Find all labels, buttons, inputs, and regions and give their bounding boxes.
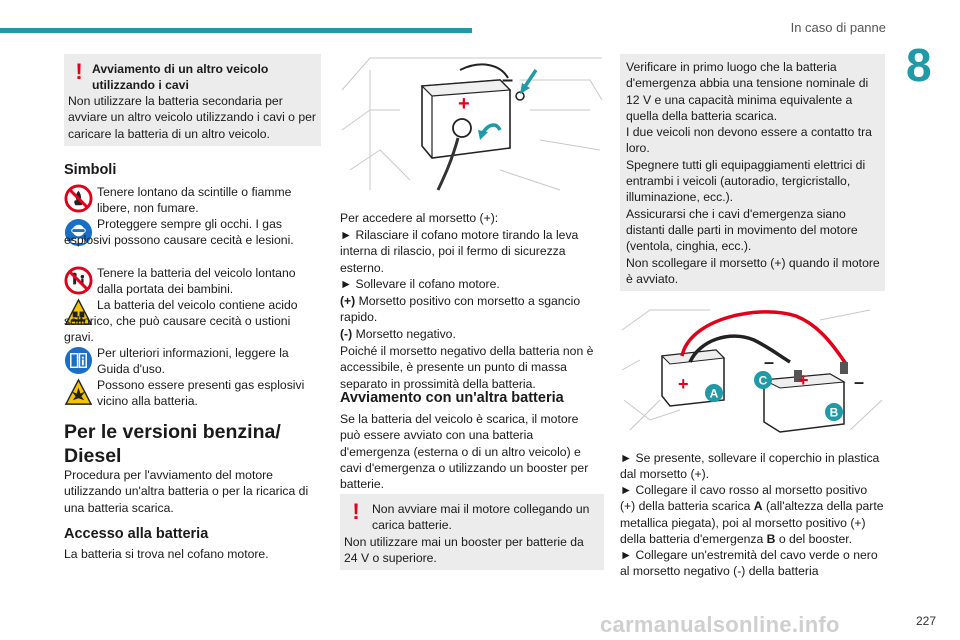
chapter-number: 8 [906, 39, 932, 91]
fig2-minus-c: – [764, 352, 775, 372]
jump-step-2-part-3: o del booster. [775, 531, 853, 546]
charger-warning-line-1: Non avviare mai il motore collegando un carica batterie. [372, 502, 590, 533]
jump-step-2 [620, 482, 885, 547]
fig1-minus-label: – [502, 69, 514, 91]
symbols-heading: Simboli [64, 162, 117, 178]
battery-access-text: La batteria si trova nel cofano motore. [64, 547, 269, 561]
access-step-1: ► Rilasciare il cofano motore tirando la leva interna di rilascio, poi il fermo di sicurezza esterno. [340, 228, 579, 275]
fig2-plus-b: + [798, 370, 809, 390]
jump-step-2-part-1: ► Collegare il cavo rosso al morsetto positivo (+) della batteria scarica [620, 483, 868, 514]
plus-terminal-desc [340, 293, 600, 326]
charger-warning-line-2: Non utilizzare mai un booster per batterie da 24 V o superiore. [344, 535, 584, 566]
symbol-text-children: Tenere la batteria del veicolo lontano dalla portata dei bambini. [97, 266, 296, 296]
warning-box-charger [340, 494, 604, 570]
minus-terminal-label: (-) [340, 327, 353, 341]
safety-check-text: Verificare in primo luogo che la batteria d'emergenza abbia una tensione nominale di 12 V e una capacità minima equivalente a quella della batteria scarica. I due veicoli non devono essere a contatto tra loro. Spegnere tutti gli equipaggiamenti elettrici di entrambi i veicoli (autoradio, tergicristallo, illuminazione, ecc.). Assicurarsi che i cavi d'emergenza siano distanti dalle parti in movimento del motore (ventola, cinghia, ecc.). Non scollegare il morsetto (+) quando il motore è avviato. [626, 60, 880, 286]
access-intro: Per accedere al morsetto (+): [340, 211, 499, 225]
plus-terminal-label: (+) [340, 294, 356, 308]
jump-step-2-part-2: (all'altezza della parte metallica piegata), poi al morsetto positivo (+) della batteria d'emergenza [620, 499, 884, 546]
another-battery-text: Se la batteria del veicolo è scarica, il motore può essere avviato con una batteria d'emergenza (esterna o di un altro veicolo) e cavi d'emergenza o utilizzando un booster per batterie. [340, 412, 589, 492]
jump-step-1: ► Se presente, sollevare il coperchio in plastica dal morsetto (+). [620, 451, 880, 482]
watermark: carmanualsonline.info [600, 612, 840, 637]
page-number: 227 [915, 614, 936, 628]
header-accent-bar [0, 28, 472, 33]
fig1-plus-label: + [458, 93, 470, 115]
read-manual-icon [64, 346, 93, 375]
warning-text: Non utilizzare la batteria secondaria per avviare un altro veicolo utilizzando i cavi o per caricare la batteria di un altro veicolo. [68, 94, 316, 141]
plus-terminal-text: Morsetto positivo con morsetto a sgancio rapido. [340, 294, 581, 325]
another-battery-heading: Avviamento con un'altra batteria [340, 390, 564, 406]
battery-a-ref: A [753, 499, 763, 514]
keep-children-away-icon [64, 266, 93, 295]
explosive-gas-icon [64, 378, 93, 407]
warning-box-second-battery [64, 54, 321, 146]
symbol-text-explosive: Possono essere presenti gas esplosivi vicino alla batteria. [97, 378, 305, 408]
battery-under-hood-figure [340, 50, 604, 196]
petrol-diesel-text: Procedura per l'avviamento del motore utilizzando un'altra batteria o per la ricarica di una batteria scarica. [64, 468, 309, 515]
jump-start-figure [620, 300, 885, 440]
petrol-diesel-heading: Per le versioni benzina/ Diesel [64, 421, 281, 467]
battery-b-ref: B [766, 531, 776, 546]
symbol-text-acid [64, 297, 321, 345]
ground-point-note: Poiché il morsetto negativo della batteria non è accessibile, è presente un punto di massa separato in prossimità della batteria. [340, 344, 594, 391]
symbol-text-acid-content: La batteria del veicolo contiene acido solforico, che può causare cecità o ustioni gravi. [64, 298, 298, 344]
section-title: In caso di panne [790, 20, 886, 35]
badge-a-label: A [709, 386, 719, 401]
minus-terminal-text: Morsetto negativo. [352, 327, 456, 341]
minus-terminal-desc [340, 326, 600, 342]
badge-b-label: B [829, 405, 839, 420]
badge-c-label: C [758, 373, 768, 388]
battery-access-heading: Accesso alla batteria [64, 526, 209, 542]
warning-icon: ! [75, 59, 83, 84]
jump-step-3: ► Collegare un'estremità del cavo verde o nero al morsetto negativo (-) della batteria [620, 548, 878, 579]
symbol-text-eyes-content: Proteggere sempre gli occhi. I gas esplosivi possono causare cecità e lesioni. [64, 217, 294, 247]
symbol-text-flame: Tenere lontano da scintille o fiamme libere, non fumare. [97, 185, 292, 215]
no-flame-icon [64, 184, 93, 213]
warning-title: Avviamento di un altro veicolo utilizzando i cavi [92, 62, 269, 93]
safety-check-box [620, 54, 885, 291]
fig2-minus-b: – [854, 372, 865, 392]
access-step-2: ► Sollevare il cofano motore. [340, 277, 500, 291]
symbol-text-eyes [64, 216, 321, 248]
symbol-text-manual: Per ulteriori informazioni, leggere la Guida d'uso. [97, 346, 289, 376]
warning-icon: ! [352, 499, 360, 524]
fig2-plus-a: + [678, 374, 689, 394]
